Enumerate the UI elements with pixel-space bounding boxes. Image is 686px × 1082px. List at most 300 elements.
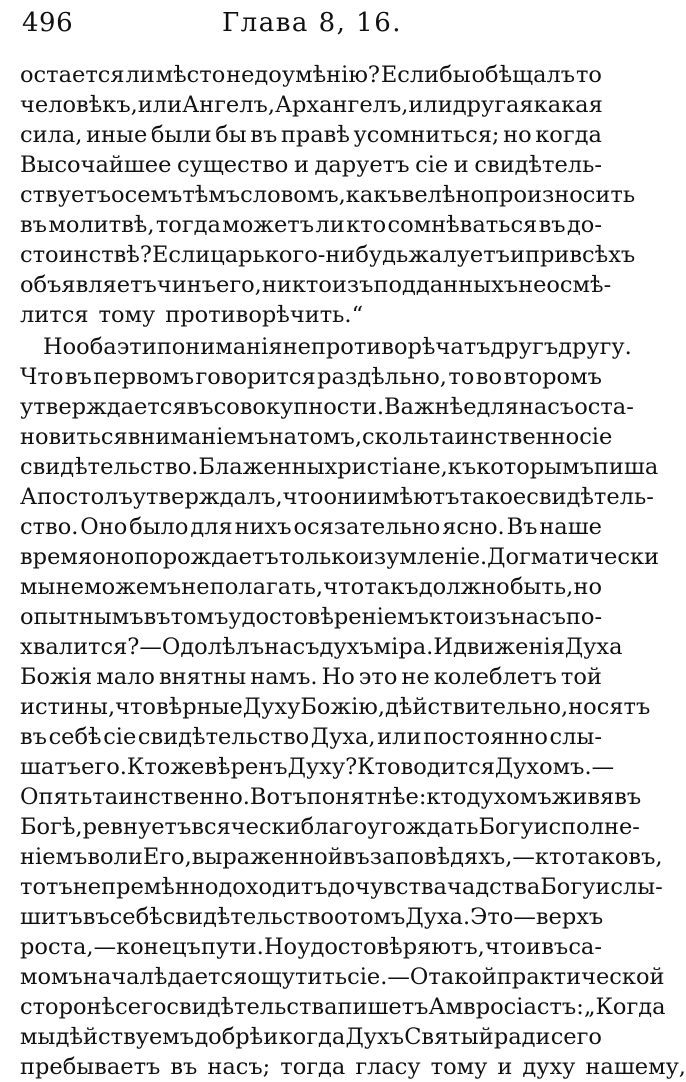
word: всячески — [191, 814, 301, 840]
word: ніемъ — [20, 844, 88, 870]
word: удостовѣряютъ, — [297, 934, 485, 960]
word: гласу — [355, 1054, 421, 1080]
word: что — [323, 574, 365, 600]
word: Божію, — [300, 694, 386, 720]
word: жалуетъ — [408, 242, 510, 268]
text-line — [20, 1022, 602, 1052]
word: по- — [565, 604, 603, 630]
word: тогда — [155, 212, 221, 238]
word: насъ; — [207, 1054, 271, 1080]
word: опытнымъ — [20, 604, 144, 630]
word: Если — [151, 242, 211, 268]
word: въ — [20, 212, 47, 238]
word: са- — [568, 934, 602, 960]
word: остается — [20, 62, 125, 88]
word: Архангелъ, — [275, 92, 409, 118]
word: ревнуетъ — [82, 814, 192, 840]
word: что — [115, 694, 156, 720]
word: но — [503, 122, 532, 148]
word: сіе — [579, 424, 613, 450]
paragraph-2 — [20, 332, 686, 1082]
word: заповѣдяхъ,—кто — [369, 844, 575, 870]
word: чувства — [355, 874, 447, 900]
word: Богу — [540, 874, 596, 900]
word: томъ — [170, 604, 229, 630]
word: насъ — [264, 634, 320, 660]
word: можемъ — [84, 574, 182, 600]
text-line — [20, 332, 632, 362]
word: къ — [447, 454, 477, 480]
word: осязательно — [293, 514, 441, 540]
text-line — [20, 392, 634, 422]
word: началѣ — [82, 964, 168, 990]
word: пути. — [200, 934, 264, 960]
word: себѣ — [48, 724, 102, 750]
word: въ — [64, 364, 92, 390]
word: обѣщалъ — [471, 62, 576, 88]
word: изъ — [331, 272, 374, 298]
page-body — [20, 60, 686, 1082]
word: когда — [535, 122, 602, 148]
word: таинственно. — [92, 784, 250, 810]
word: не — [181, 574, 210, 600]
word: Богу — [478, 814, 534, 840]
word: Святый — [404, 1024, 494, 1050]
word: даруетъ — [314, 152, 410, 178]
word: роста,—конецъ — [20, 934, 201, 960]
word: или — [377, 724, 422, 750]
word: его. — [81, 754, 127, 780]
word: добрѣ — [194, 1024, 264, 1050]
word: или — [408, 92, 453, 118]
word: изумленіе. — [358, 544, 488, 570]
word: усомниться; — [353, 122, 500, 148]
page-header — [22, 8, 602, 44]
word: пребываетъ — [20, 1054, 161, 1080]
word: И — [433, 634, 453, 660]
word: полагать, — [209, 574, 324, 600]
word: и — [509, 242, 525, 268]
word: нашему, — [585, 1054, 686, 1080]
word: и — [497, 1054, 513, 1080]
paragraph-1 — [20, 60, 636, 330]
word: осмѣ- — [546, 272, 612, 298]
word: сіе.—О — [347, 964, 429, 990]
word: другая — [452, 92, 534, 118]
word: оба — [76, 334, 117, 360]
word: при — [524, 242, 570, 268]
word: правѣ — [280, 122, 350, 148]
word: стоинствѣ? — [20, 242, 152, 268]
word: Блаженны — [198, 454, 325, 480]
word: тѣмъ — [182, 182, 241, 208]
word: то — [575, 62, 602, 88]
word: сомнѣваться — [387, 212, 538, 238]
text-line — [20, 962, 665, 992]
word: свидѣтель- — [526, 484, 654, 510]
text-line — [20, 662, 602, 692]
word: въ — [170, 1054, 198, 1080]
text-line — [20, 632, 623, 662]
word: непремѣнно — [72, 874, 219, 900]
word: Ангелъ, — [182, 92, 275, 118]
word: — — [139, 634, 162, 660]
word: подданныхъ — [373, 272, 519, 298]
word: въ — [143, 604, 171, 630]
word: и — [453, 152, 469, 178]
word: о — [333, 904, 348, 930]
word: его, — [216, 272, 262, 298]
word: второмъ — [503, 364, 602, 390]
word: утверждалъ, — [132, 484, 283, 510]
text-line — [20, 482, 654, 512]
word: то — [448, 364, 475, 390]
word: такое — [459, 484, 527, 510]
word: эти — [116, 334, 157, 360]
word: тому — [98, 302, 156, 328]
word: противорѣчить.“ — [165, 302, 364, 328]
word: Важнѣе — [384, 394, 477, 420]
word: Духомъ.— — [494, 754, 615, 780]
word: совокупности. — [213, 394, 384, 420]
word: водится — [400, 754, 495, 780]
word: велѣно — [401, 182, 485, 208]
word: удостовѣреніемъ — [228, 604, 429, 630]
word: ство. — [20, 514, 79, 540]
word: что — [282, 484, 324, 510]
word: противорѣчатъ — [310, 334, 491, 360]
word: дѣйствительно, — [385, 694, 569, 720]
word: они — [323, 484, 368, 510]
page-number: 496 — [22, 8, 74, 38]
word: себѣ — [109, 904, 163, 930]
word: носятъ — [568, 694, 651, 720]
word: о — [111, 182, 125, 208]
word: для — [476, 394, 519, 420]
word: пишетъ — [337, 994, 429, 1020]
word: сторонѣ — [20, 994, 116, 1020]
word: не — [282, 334, 311, 360]
word: мы — [20, 1024, 56, 1050]
word: постоянно — [423, 724, 548, 750]
word: движенія — [452, 634, 565, 660]
text-line — [20, 210, 602, 240]
word: не — [518, 272, 547, 298]
word: вѣрные — [155, 694, 243, 720]
word: сіе — [103, 724, 137, 750]
word: всѣхъ — [569, 242, 636, 268]
word: было — [129, 514, 189, 540]
text-line — [20, 270, 612, 300]
word: духъ — [319, 634, 374, 660]
word: свидѣтельство — [137, 724, 310, 750]
word: Духу — [242, 694, 301, 720]
word: не — [401, 664, 430, 690]
word: должно — [418, 574, 510, 600]
word: новиться — [20, 424, 128, 450]
word: духу — [522, 1054, 576, 1080]
text-line — [20, 932, 602, 962]
text-line — [20, 872, 663, 902]
word: во — [475, 364, 503, 390]
text-line — [20, 1052, 686, 1082]
text-line — [20, 992, 666, 1022]
word: первомъ — [93, 364, 195, 390]
word: христіане, — [324, 454, 448, 480]
word: и — [526, 934, 542, 960]
word: можетъ — [222, 212, 315, 238]
word: раздѣльно, — [317, 364, 447, 390]
word: но — [573, 574, 602, 600]
text-line — [20, 842, 663, 872]
text-line — [20, 812, 640, 842]
word: Это—верхъ — [470, 904, 604, 930]
word: духомъ — [466, 784, 552, 810]
word: же — [170, 754, 205, 780]
word: утверждается — [20, 394, 187, 420]
word: и — [293, 152, 309, 178]
word: Оно — [80, 514, 128, 540]
word: тогда — [280, 1054, 346, 1080]
word: вѣренъ — [204, 754, 288, 780]
word: Высочайшее — [20, 152, 172, 178]
word: живя — [551, 784, 615, 810]
text-line — [20, 150, 602, 180]
word: „Когда — [583, 994, 666, 1020]
word: такой — [428, 964, 497, 990]
text-line — [20, 782, 642, 812]
word: исполне- — [533, 814, 640, 840]
word: Но — [321, 664, 355, 690]
word: въ — [342, 844, 370, 870]
word: сколь — [362, 424, 429, 450]
word: сила, — [20, 122, 83, 148]
word: для — [190, 514, 233, 540]
text-line — [20, 180, 636, 210]
text-line — [20, 240, 636, 270]
word: момъ — [20, 964, 83, 990]
word: были — [150, 122, 212, 148]
text-line — [20, 300, 602, 330]
word: практической — [496, 964, 665, 990]
word: Амвросіастъ: — [428, 994, 584, 1020]
word: благоугождать — [300, 814, 479, 840]
word: другъ — [490, 334, 559, 360]
word: ствуетъ — [20, 182, 112, 208]
text-line — [20, 422, 613, 452]
word: свидѣтельства — [166, 994, 338, 1020]
word: Духу? — [287, 754, 358, 780]
word: мы — [20, 574, 56, 600]
word: мало — [96, 664, 155, 690]
word: Духа — [564, 634, 623, 660]
word: оста- — [574, 394, 634, 420]
word: въ — [82, 904, 110, 930]
word: свидѣтель- — [474, 152, 602, 178]
word: въ — [538, 212, 566, 238]
word: быть, — [509, 574, 574, 600]
text-line — [20, 902, 602, 932]
word: объявляетъ — [20, 272, 157, 298]
word: изъ — [469, 604, 511, 630]
word: недоумѣнію? — [226, 62, 380, 88]
word: въ — [186, 394, 214, 420]
word: тотъ — [20, 874, 73, 900]
word: ради — [493, 1024, 551, 1050]
text-line — [20, 602, 602, 632]
word: въ — [20, 724, 47, 750]
word: другу. — [558, 334, 632, 360]
word: Его, — [142, 844, 192, 870]
word: насъ — [510, 604, 566, 630]
word: ясно. — [442, 514, 505, 540]
word: Кто — [357, 754, 401, 780]
word: намъ. — [250, 664, 318, 690]
running-head: Глава 8, 16. — [221, 8, 403, 38]
word: наше — [539, 514, 602, 540]
word: дѣйствуемъ — [55, 1024, 195, 1050]
text-line — [20, 120, 602, 150]
word: въ — [250, 122, 278, 148]
word: лится — [20, 302, 89, 328]
word: и — [263, 1024, 279, 1050]
word: кто — [426, 784, 467, 810]
word: Вотъ — [249, 784, 307, 810]
word: насъ — [518, 394, 575, 420]
word: порождаетъ — [134, 544, 279, 570]
word: Духа, — [310, 724, 376, 750]
word: сіе — [415, 152, 449, 178]
word: Одолѣлъ — [161, 634, 265, 660]
word: молитвѣ, — [48, 212, 155, 238]
word: Духъ — [345, 1024, 405, 1050]
text-line — [20, 362, 602, 392]
word: таинственно — [428, 424, 580, 450]
word: до- — [566, 212, 602, 238]
word: той — [560, 664, 602, 690]
word: вниманіемъ — [127, 424, 269, 450]
word: бы — [215, 122, 247, 148]
word: Богѣ, — [20, 814, 83, 840]
word: шитъ — [20, 904, 83, 930]
word: мѣсто — [155, 62, 226, 88]
word: когда — [278, 1024, 346, 1050]
word: Опять — [20, 784, 93, 810]
word: иные — [86, 122, 148, 148]
word: таковъ, — [574, 844, 663, 870]
word: чинъ — [156, 272, 217, 298]
word: слы- — [610, 874, 663, 900]
word: Но — [263, 934, 298, 960]
word: Духа. — [405, 904, 471, 930]
word: понятнѣе: — [306, 784, 427, 810]
word: Кто — [126, 754, 171, 780]
word: и — [595, 874, 611, 900]
word: только — [278, 544, 359, 570]
text-line — [20, 722, 602, 752]
word: это — [358, 664, 398, 690]
word: Апостолъ — [20, 484, 133, 510]
word: шатъ — [20, 754, 82, 780]
word: Божія — [20, 664, 93, 690]
word: внятны — [158, 664, 247, 690]
word: никто — [261, 272, 332, 298]
text-line — [20, 572, 602, 602]
word: которымъ — [476, 454, 594, 480]
text-line — [20, 60, 602, 90]
word: ли — [125, 62, 155, 88]
word: свидѣтельство — [162, 904, 334, 930]
word: Что — [20, 364, 64, 390]
word: дается — [167, 964, 248, 990]
word: томъ, — [297, 424, 362, 450]
word: такъ — [364, 574, 419, 600]
word: или — [137, 92, 183, 118]
word: на — [268, 424, 298, 450]
text-line — [20, 90, 602, 120]
word: воли — [87, 844, 143, 870]
text-line — [20, 452, 659, 482]
word: колеблетъ — [433, 664, 557, 690]
word: до — [327, 874, 356, 900]
word: ощутить — [247, 964, 348, 990]
text-line — [20, 542, 660, 572]
word: что — [485, 934, 526, 960]
word: какъ — [345, 182, 402, 208]
word: не — [55, 574, 84, 600]
word: чадства — [446, 874, 541, 900]
text-line — [20, 692, 651, 722]
word: сего — [115, 994, 167, 1020]
word: кто — [428, 604, 469, 630]
word: Въ — [506, 514, 538, 540]
word: царь — [210, 242, 265, 268]
word: Но — [43, 334, 77, 360]
word: пиша — [593, 454, 659, 480]
word: сего — [550, 1024, 602, 1050]
word: семъ — [124, 182, 183, 208]
text-line — [20, 512, 602, 542]
word: въ — [614, 784, 642, 810]
word: кто — [346, 212, 387, 238]
word: человѣкъ, — [20, 92, 138, 118]
word: тому — [430, 1054, 488, 1080]
word: Еслибы — [380, 62, 471, 88]
word: имѣютъ — [367, 484, 460, 510]
word: истины, — [20, 694, 116, 720]
word: ли — [315, 212, 345, 238]
word: пониманія — [156, 334, 283, 360]
word: міра. — [373, 634, 434, 660]
word: оно — [92, 544, 135, 570]
word: произносить — [484, 182, 636, 208]
word: кого-нибудь — [264, 242, 409, 268]
word: существо — [177, 152, 289, 178]
word: хвалится? — [20, 634, 140, 660]
word: нихъ — [234, 514, 292, 540]
word: въ — [541, 934, 569, 960]
word: Догматически — [487, 544, 660, 570]
word: свидѣтельство. — [20, 454, 199, 480]
word: время — [20, 544, 93, 570]
word: какая — [533, 92, 603, 118]
text-line — [20, 752, 615, 782]
word: словомъ, — [240, 182, 346, 208]
word: томъ — [347, 904, 406, 930]
word: доходитъ — [218, 874, 328, 900]
word: слы- — [549, 724, 602, 750]
word: выраженной — [191, 844, 343, 870]
